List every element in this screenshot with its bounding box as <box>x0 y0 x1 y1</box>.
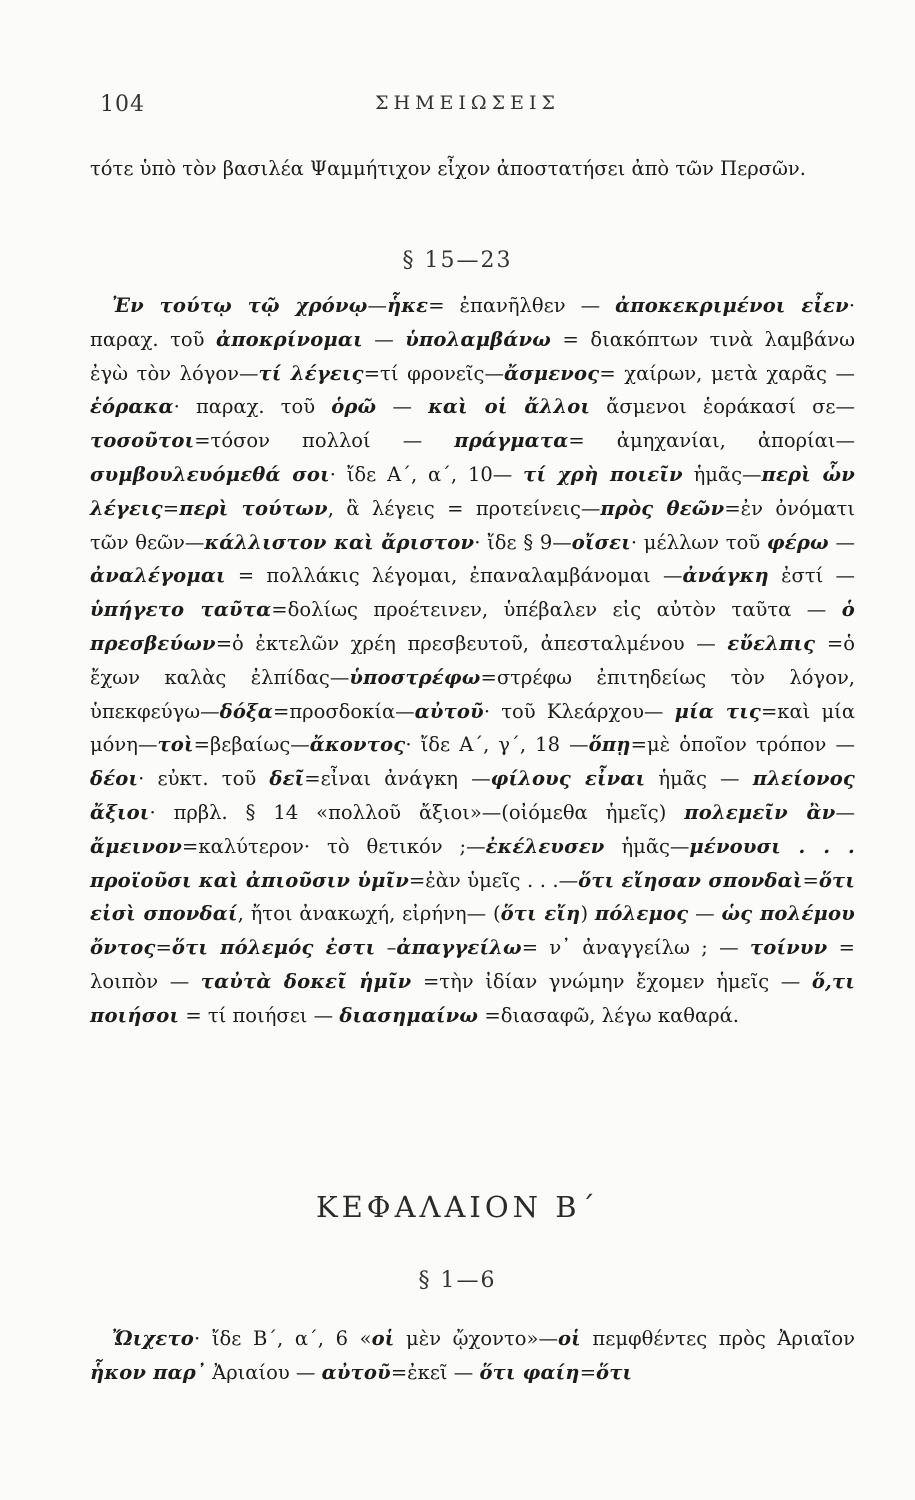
lemma: κάλλιστον καὶ ἄριστον <box>204 530 475 554</box>
lemma: ἀπαγγείλω <box>396 936 522 960</box>
lemma: ὅτι φαίη <box>479 1360 580 1384</box>
gloss-text: =καὶ μία μόνη— <box>90 699 855 757</box>
gloss-text: =ἐὰν ὑμεῖς . . .— <box>408 868 579 892</box>
lemma: τοίνυν <box>749 936 828 960</box>
gloss-text: μὲν ᾤχοντο»— <box>394 1327 558 1350</box>
lemma: ὅτι εἰσὶ σπονδαί <box>90 868 855 926</box>
commentary-paragraph-2 <box>90 1322 855 1390</box>
lemma: ὅτι <box>596 1360 633 1384</box>
lemma: πρὸς θεῶν <box>600 496 725 520</box>
gloss-text: · πρβλ. § 14 «πολλοῦ ἄξιοι»—(οἰόμεθα ἡμεῖς) <box>149 800 685 824</box>
gloss-text: · παραχ. τοῦ <box>173 395 332 419</box>
lemma: πόλεμος <box>594 902 689 926</box>
gloss-text: Ἀριαίου — <box>205 1360 322 1384</box>
lemma: αὐτοῦ <box>414 699 484 723</box>
gloss-text: = <box>579 1360 597 1384</box>
gloss-text: · ἴδε Β΄, α΄, 6 « <box>194 1327 372 1350</box>
gloss-text: =προσδοκία— <box>273 699 415 723</box>
page-header <box>100 92 835 122</box>
lemma: ἄσμενος <box>503 361 600 385</box>
lemma: ὁρῶ <box>331 395 377 419</box>
lemma: ὁ πρεσβεύων <box>90 598 855 655</box>
lemma: ἄκοντος <box>309 733 406 757</box>
gloss-text: =τί φρονεῖς— <box>363 361 504 385</box>
gloss-text: =ὁ ἔχων καλὰς ἐλπίδας— <box>90 631 855 689</box>
gloss-text: = ἐπανῆλθεν — <box>428 294 616 317</box>
lemma: ὑπολαμβάνω <box>405 327 552 351</box>
lemma: περὶ ὧν λέγεις <box>90 462 856 520</box>
gloss-text: =διασαφῶ, λέγω καθαρά. <box>478 1003 740 1027</box>
gloss-text: = χαίρων, μετὰ χαρᾶς — <box>599 361 856 385</box>
gloss-text: = διακόπτων τινὰ λαμβάνω ἐγὼ τὸν λόγον— <box>90 327 855 385</box>
lemma: εὔελπις <box>727 631 816 655</box>
lemma: ὡς πολέμου ὄντος <box>90 902 855 960</box>
lemma: ἀποκεκριμένοι εἶεν <box>615 294 849 317</box>
lemma: περὶ τούτων <box>179 496 328 520</box>
lemma: ἧκον παρ᾽ <box>90 1360 206 1384</box>
gloss-text: ἐστί — <box>768 564 856 588</box>
gloss-text: =εἶναι ἀνάγκη — <box>304 767 491 791</box>
lemma: ὑποστρέφω <box>349 665 481 689</box>
lemma: αὐτοῦ <box>321 1360 391 1384</box>
gloss-text: — <box>835 800 855 824</box>
gloss-text: ἡμᾶς— <box>682 462 762 486</box>
lemma: ὅτι πόλεμός ἐστι <box>171 936 376 960</box>
lemma: δέοι <box>90 767 139 791</box>
gloss-text: = τί ποιήσει — <box>179 1003 340 1027</box>
gloss-text: = πολλάκις λέγομαι, ἐπαναλαμβάνομαι — <box>225 564 683 588</box>
gloss-text: — <box>376 395 429 419</box>
lemma: συμβουλευόμεθά σοι <box>90 462 330 486</box>
lemma: τοσοῦτοι <box>90 429 195 453</box>
gloss-text: , ἃ λέγεις = προτείνεις— <box>327 496 601 520</box>
gloss-text: – <box>375 936 397 960</box>
gloss-text: =βεβαίως— <box>193 733 310 757</box>
lemma: ταὐτὰ δοκεῖ ἡμῖν <box>200 969 412 993</box>
gloss-text: =στρέφω ἐπιτηδείως τὸν λόγον, ὑπεκφεύγω— <box>90 665 855 723</box>
lemma: φέρω <box>766 530 829 554</box>
gloss-text: · ἴδε Α΄, γ΄, 18 — <box>405 733 589 757</box>
gloss-text: · εὐκτ. τοῦ <box>138 767 270 791</box>
lemma: οἱ <box>371 1327 395 1350</box>
page-number: 104 <box>100 92 145 117</box>
lemma: φίλους εἶναι <box>490 767 646 791</box>
gloss-text: — <box>828 530 856 554</box>
lemma: ἧκε <box>386 294 429 317</box>
commentary-paragraph <box>90 289 855 1033</box>
lemma: ἑόρακα <box>90 395 174 419</box>
lemma: ὑπήγετο ταῦτα <box>90 598 272 622</box>
lemma: δόξα <box>219 699 274 723</box>
lemma: Ὤιχετο <box>112 1327 194 1350</box>
gloss-text: ἡμᾶς— <box>604 834 690 858</box>
gloss-text: = ἀμηχανίαι, ἀπορίαι— <box>568 429 855 453</box>
intro-paragraph: τότε ὑπὸ τὸν βασιλέα Ψαμμήτιχον εἶχον ἀποστατήσει ἀπὸ τῶν Περσῶν. <box>90 157 806 180</box>
gloss-text: · μέλλων τοῦ <box>630 530 767 554</box>
gloss-text: =ἐν ὀνόματι τῶν θεῶν— <box>90 496 855 554</box>
gloss-text: — <box>362 327 406 351</box>
gloss-text: = <box>802 868 819 892</box>
gloss-text: =τὴν ἰδίαν γνώμην ἔχομεν ἡμεῖς — <box>411 969 812 993</box>
section-heading-1-6: § 1—6 <box>418 1268 497 1293</box>
running-title: ΣΗΜΕΙΩΣΕΙΣ <box>375 92 560 114</box>
gloss-text: =τόσον πολλοί — <box>194 429 455 453</box>
gloss-text: = ν᾽ ἀναγγείλω ; — <box>521 936 750 960</box>
lemma: πράγματα <box>454 429 569 453</box>
gloss-text: · ἴδε § 9— <box>474 530 572 554</box>
gloss-text: =μὲ ὁποῖον τρόπον — <box>630 733 855 757</box>
lemma: τί λέγεις <box>258 361 364 385</box>
gloss-text: =δολίως προέτεινεν, ὑπέβαλεν εἰς αὐτὸν ταῦτα — <box>271 598 842 622</box>
gloss-text: · τοῦ Κλεάρχου— <box>483 699 675 723</box>
lemma: τί χρὴ ποιεῖν <box>523 462 683 486</box>
lemma: ὅ,τι ποιήσοι <box>90 969 855 1027</box>
gloss-text: = <box>162 496 180 520</box>
lemma: τοὶ <box>157 733 194 757</box>
lemma: οἱ <box>557 1327 581 1350</box>
gloss-text: · ἴδε Α΄, α΄, 10— <box>329 462 524 486</box>
lemma: καὶ οἱ ἄλλοι <box>428 395 591 419</box>
gloss-text: — <box>688 902 722 926</box>
lemma: μία τις <box>674 699 761 723</box>
gloss-text: =ἐκεῖ — <box>390 1360 480 1384</box>
lemma: ἄμεινον <box>90 834 183 858</box>
lemma: ἀποκρίνομαι <box>215 327 363 351</box>
chapter-title: ΚΕΦΑΛΑΙΟΝ Β΄ <box>315 1190 600 1224</box>
lemma: πολεμεῖν ἂν <box>684 800 836 824</box>
gloss-text: ἄσμενοι ἑοράκασί σε— <box>590 395 856 419</box>
lemma: ἀναλέγομαι <box>90 564 226 588</box>
gloss-text: ) <box>580 902 595 926</box>
lemma: ὅπῃ <box>588 733 631 757</box>
gloss-text: = <box>155 936 172 960</box>
gloss-text: =ὁ ἐκτελῶν χρέη πρεσβευτοῦ, ἀπεσταλμένου — <box>215 631 728 655</box>
lemma: ὅτι εἴησαν σπονδαὶ <box>578 868 803 892</box>
lemma: ὅτι εἴη <box>500 902 581 926</box>
gloss-text: =καλύτερον· τὸ θετικόν ;— <box>182 834 486 858</box>
lemma: ἀνάγκη <box>682 564 769 588</box>
gloss-text: — <box>367 294 387 317</box>
gloss-text: , ἤτοι ἀνακωχή, εἰρήνη— ( <box>237 902 501 926</box>
gloss-text: ἡμᾶς — <box>645 767 753 791</box>
gloss-text: · παραχ. τοῦ <box>90 294 856 351</box>
lemma: πλείονος ἄξιοι <box>90 767 855 824</box>
lemma: δεῖ <box>269 767 305 791</box>
lemma: Ἐν τούτῳ τῷ χρόνῳ <box>112 294 368 317</box>
lemma: ἐκέλευσεν <box>485 834 605 858</box>
lemma: διασημαίνω <box>339 1003 479 1027</box>
lemma: μένουσι . . . προϊοῦσι καὶ ἀπιοῦσιν ὑμῖν <box>90 834 855 892</box>
lemma: οἴσει <box>571 530 631 554</box>
gloss-text: = λοιπὸν — <box>90 936 855 993</box>
gloss-text: πεμφθέντες πρὸς Ἀριαῖον <box>580 1327 855 1350</box>
section-heading-15-23: § 15—23 <box>402 248 513 273</box>
